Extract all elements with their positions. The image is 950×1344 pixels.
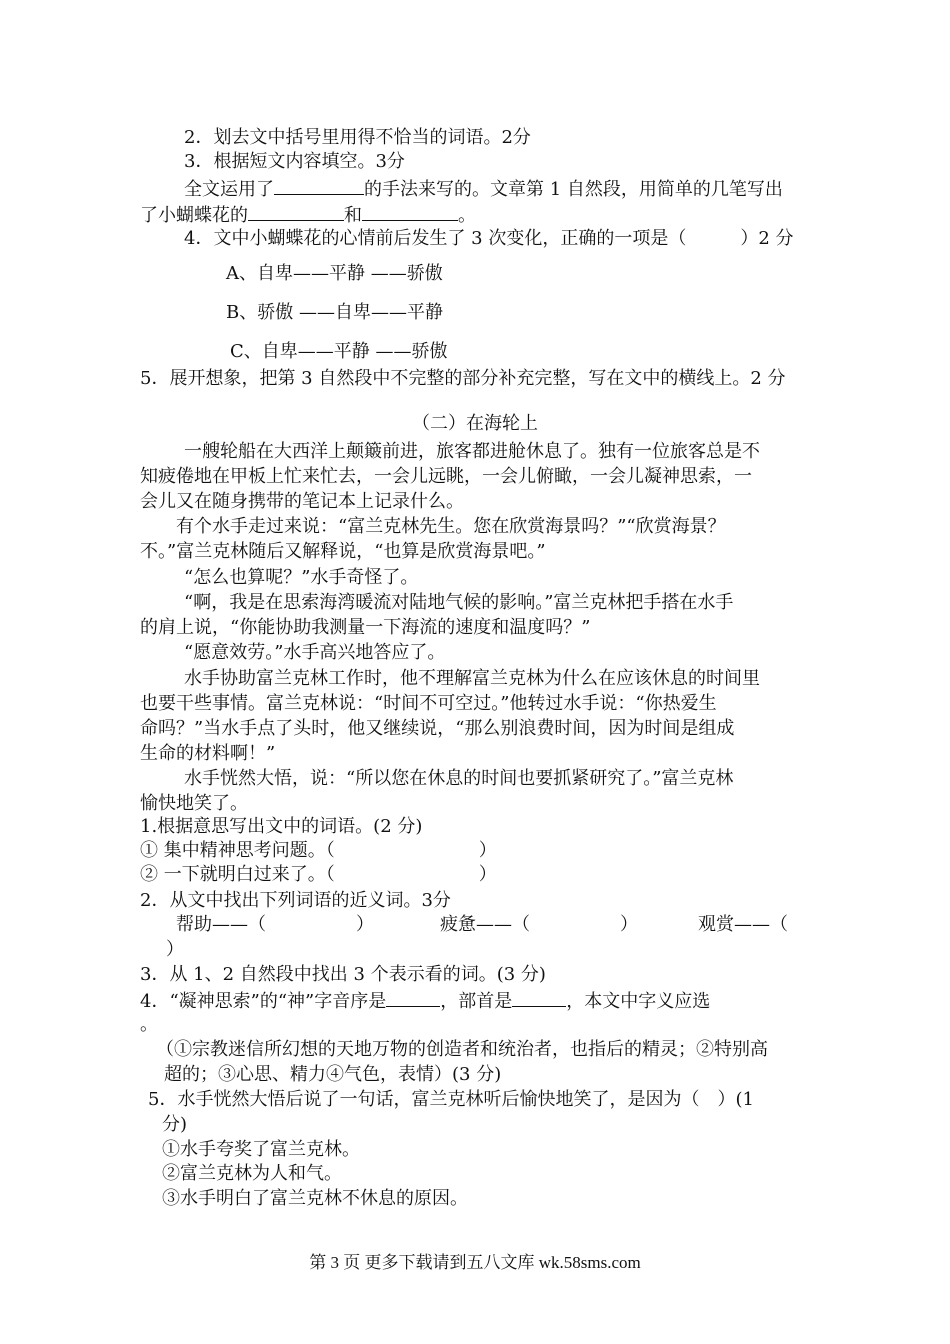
q3-text-a: 全文运用了 [184, 179, 274, 200]
passage-line: “啊，我是在思索海湾暖流对陆地气候的影响。”富兰克林把手搭在水手 [184, 592, 734, 613]
part2-question-2-word-b: 疲惫——（ ） [440, 914, 638, 935]
passage-line: “愿意效劳。”水手高兴地答应了。 [184, 642, 446, 663]
passage-line: 生命的材料啊！” [140, 743, 276, 764]
passage-line: 也要干些事情。富兰克林说：“时间不可空过。”他转过水手说：“你热爱生 [140, 693, 717, 714]
q4-text-a: 4．“凝神思索”的“神”字音序是 [140, 991, 387, 1012]
part2-question-5-cont: 分) [162, 1114, 188, 1135]
passage-line: 命吗？”当水手点了头时，他又继续说，“那么别浪费时间，因为时间是组成 [140, 718, 735, 739]
passage-line: 一艘轮船在大西洋上颠簸前进，旅客都进舱休息了。独有一位旅客总是不 [184, 441, 760, 462]
part2-question-4-options-2: 超的；③心思、精力④气色，表情）(3 分) [164, 1064, 502, 1085]
passage-line: “怎么也算呢？”水手奇怪了。 [184, 567, 419, 588]
q3-blank-2[interactable] [248, 202, 344, 221]
q3-text-e: 。 [458, 205, 476, 226]
q3-blank-1[interactable] [274, 176, 364, 195]
page-footer: 第 3 页 更多下载请到五八文库 wk.58sms.com [309, 1253, 641, 1272]
passage-line: 会儿又在随身携带的笔记本上记录什么。 [140, 491, 464, 512]
part2-question-4-options-1: （①宗教迷信所幻想的天地万物的创造者和统治者，也指后的精灵；②特别高 [156, 1039, 768, 1060]
question-4-option-b: B、骄傲 ——自卑——平静 [226, 302, 443, 323]
part2-question-2: 2．从文中找出下列词语的近义词。3分 [140, 890, 451, 911]
passage-line: 不。”富兰克林随后又解释说，“也算是欣赏海景吧。” [140, 541, 546, 562]
q4-blank-2[interactable] [512, 988, 566, 1007]
part2-question-2-word-a: 帮助——（ ） [176, 914, 374, 935]
q3-text-c: 了小蝴蝶花的 [140, 205, 248, 226]
q3-text-d: 和 [344, 205, 362, 226]
q4-text-b: ，部首是 [440, 991, 513, 1012]
question-2: 2．划去文中括号里用得不恰当的词语。2分 [184, 127, 531, 148]
q4-blank-1[interactable] [386, 988, 440, 1007]
question-5: 5．展开想象，把第 3 自然段中不完整的部分补充完整，写在文中的横线上。2 分 [140, 368, 786, 389]
part2-question-3: 3．从 1、2 自然段中找出 3 个表示看的词。(3 分) [140, 964, 546, 985]
q4-text-c: ，本文中字义应选 [566, 991, 711, 1012]
part2-question-5-option-3: ③水手明白了富兰克林不休息的原因。 [162, 1188, 468, 1209]
part2-question-1: 1.根据意思写出文中的词语。(2 分) [140, 816, 423, 837]
passage-title: （二）在海轮上 [412, 413, 538, 434]
part2-question-1-item-2: ② 一下就明白过来了。（ ） [140, 864, 497, 885]
passage-line: 的肩上说，“你能协助我测量一下海流的速度和温度吗？” [140, 617, 591, 638]
question-4-option-a: A、自卑——平静 ——骄傲 [226, 263, 443, 284]
part2-question-2-word-c: 观赏——（ [698, 914, 788, 935]
part2-question-5: 5．水手恍然大悟后说了一句话，富兰克林听后愉快地笑了，是因为（ ）(1 [148, 1089, 754, 1110]
question-3-fill-line-2 [140, 202, 476, 228]
part2-question-5-option-1: ①水手夸奖了富兰克林。 [162, 1139, 360, 1160]
question-4: 4．文中小蝴蝶花的心情前后发生了 3 次变化，正确的一项是（ ）2 分 [184, 228, 794, 249]
part2-question-4-end: 。 [140, 1014, 158, 1035]
part2-question-4 [140, 988, 710, 1014]
part2-question-5-option-2: ②富兰克林为人和气。 [162, 1163, 342, 1184]
part2-question-2-word-c-close: ） [166, 939, 184, 960]
passage-line: 水手协助富兰克林工作时，他不理解富兰克林为什么在应该休息的时间里 [184, 668, 760, 689]
q3-blank-3[interactable] [362, 202, 458, 221]
question-4-option-c: C、自卑——平静 ——骄傲 [230, 341, 448, 362]
passage-line: 知疲倦地在甲板上忙来忙去，一会儿远眺，一会儿俯瞰，一会儿凝神思索，一 [140, 466, 752, 487]
q3-text-b: 的手法来写的。文章第 1 自然段，用简单的几笔写出 [364, 179, 783, 200]
passage-line: 水手恍然大悟，说：“所以您在休息的时间也要抓紧研究了。”富兰克林 [184, 768, 734, 789]
passage-line: 愉快地笑了。 [140, 793, 248, 814]
question-3: 3．根据短文内容填空。3分 [184, 151, 405, 172]
passage-line: 有个水手走过来说：“富兰克林先生。您在欣赏海景吗？”“欣赏海景？ [176, 516, 726, 537]
question-3-fill-line-1 [184, 176, 783, 202]
part2-question-1-item-1: ① 集中精神思考问题。（ ） [140, 840, 497, 861]
